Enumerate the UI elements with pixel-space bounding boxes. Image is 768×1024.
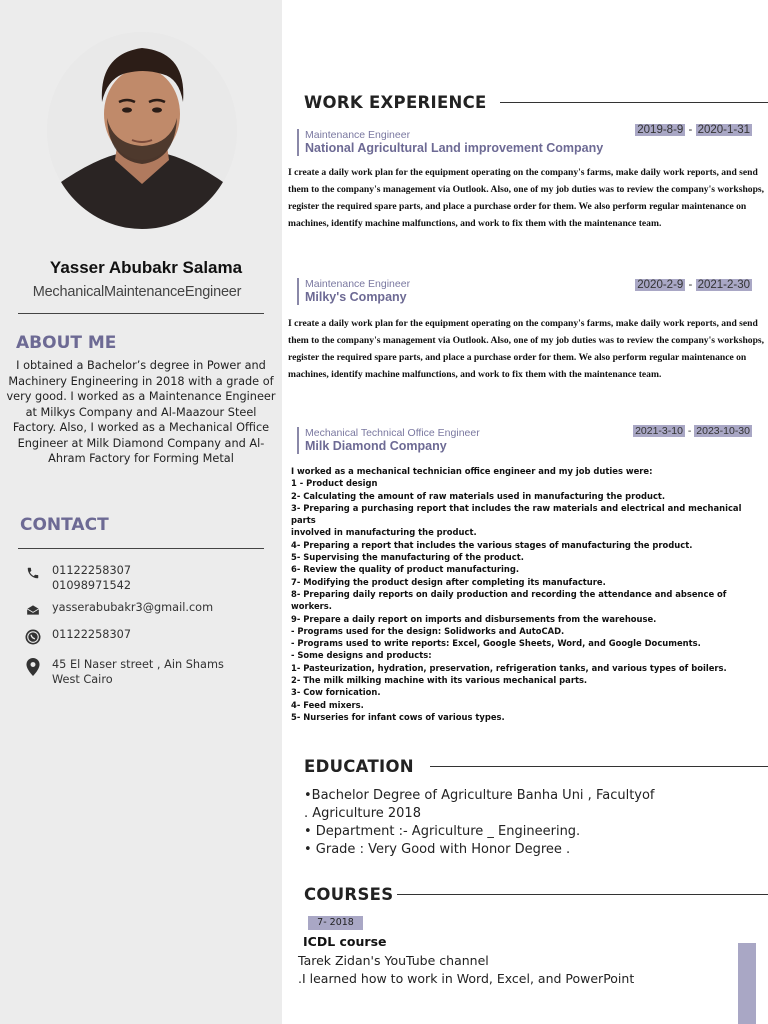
end-date: 2021-2-30 [697,279,750,291]
duty-line: 9- Prepare a daily report on imports and disbursements from the warehouse. [291,613,657,624]
course-date-badge: 7- 2018 [308,916,363,930]
whatsapp-number[interactable]: 01122258307 [52,628,132,641]
education-line: •Bachelor Degree of Agriculture Banha Uni , Facultyof [304,788,655,803]
course-provider: Tarek Zidan's YouTube channel [298,953,489,968]
contact-email [24,601,213,619]
start-date: 2021-3-10 [635,425,683,437]
divider [18,313,264,314]
email-address[interactable]: yasserabubakr3@gmail.com [52,601,214,614]
end-date: 2020-1-31 [697,124,750,136]
start-date: 2020-2-9 [637,279,684,291]
person-name: Yasser Abubakr Salama [49,258,243,277]
education-line: • Department :- Agriculture _ Engineering. [304,824,581,839]
job-company: Milky's Company [305,290,407,304]
decorative-bar [738,943,756,1024]
location-pin-icon [24,658,42,676]
duty-line: - Programs used for the design: Solidworks and AutoCAD. [291,625,565,636]
date-separator: - [688,124,693,136]
about-title: ABOUT ME [16,333,117,353]
job-role: Maintenance Engineer [305,278,411,290]
education-line: . Agriculture 2018 [304,806,421,821]
job-company: Milk Diamond Company [305,439,447,453]
profile-photo [47,32,237,229]
divider [430,766,768,767]
divider [18,548,264,549]
job-company: National Agricultural Land improvement Company [305,141,604,155]
person-role: MechanicalMaintenanceEngineer [32,284,242,300]
start-date: 2019-8-9 [637,124,684,136]
work-title: WORK EXPERIENCE [304,93,487,112]
duty-line: 3- Cow fornication. [291,687,381,698]
divider [397,894,768,895]
education-line: • Grade : Very Good with Honor Degree . [304,842,571,857]
course-name: ICDL course [303,934,387,949]
duty-line: 4- Feed mixers. [291,699,364,710]
duty-line: 3- Preparing a purchasing report that includes the raw materials and electrical and mechanical parts [291,502,742,526]
duty-line: 8- Preparing daily reports on daily production and recording the attendance and absence of workers. [291,588,727,612]
job-description: I create a daily work plan for the equipment operating on the company's farms, make daily work reports, and send them to the company's management via Outlook. Also, one of my job duties was to review the company's workshops, register the required spare parts, and place a purchase order for them. We also perform regular maintenance on machines, identify machine malfunctions, and work to fix them with the maintenance team. [288,318,765,380]
about-text: I obtained a Bachelor’s degree in Power and Machinery Engineering in 2018 with a grade of very good. I worked as a Maintenance Engineer at Milkys Company and Al-Maazour Steel Factory. Also, I worked as a Mechanical Office Engineer at Milk Diamond Company and Al-Ahram Factory for Forming Metal [6,359,276,465]
job-header [297,427,480,454]
job-dates [633,425,752,437]
duty-line: 5- Nurseries for infant cows of various types. [291,711,505,722]
end-date: 2023-10-30 [696,425,750,437]
education-list [304,787,744,859]
duty-line: involved in manufacturing the product. [291,527,477,538]
duty-line: - Some designs and products: [291,650,432,661]
duty-line: 2- The milk milking machine with its various mechanical parts. [291,675,588,686]
date-separator: - [687,425,692,437]
job-role: Maintenance Engineer [305,129,411,141]
contact-title: CONTACT [20,515,109,535]
duty-line: 7- Modifying the product design after completing its manufacture. [291,576,606,587]
duty-line: 6- Review the quality of product manufacturing. [291,564,520,575]
duty-line: 2- Calculating the amount of raw materials used in manufacturing the product. [291,490,666,501]
duty-line: 4- Preparing a report that includes the various stages of manufacturing the product. [291,539,693,550]
job-header [297,278,410,305]
sidebar [0,0,282,1024]
address-line: West Cairo [52,672,113,686]
education-title: EDUCATION [304,757,414,776]
phone-number[interactable]: 01098971542 [52,578,132,592]
mail-icon [24,601,42,619]
courses-title: COURSES [304,885,394,904]
date-separator: - [688,279,693,291]
job-duties-list [291,465,767,723]
duty-line: 5- Supervising the manufacturing of the product. [291,552,524,563]
whatsapp-icon [24,628,42,646]
job-dates [635,279,752,291]
contact-address [24,658,224,687]
job-header [297,129,603,156]
job-dates [635,124,752,136]
phone-number[interactable]: 01122258307 [52,564,132,577]
address-line: 45 El Naser street , Ain Shams [52,658,224,671]
phone-icon [24,564,42,582]
job-description: I create a daily work plan for the equipment operating on the company's farms, make daily work reports, and send them to the company's management via Outlook. Also, one of my job duties was to review the company's workshops, register the required spare parts, and place a purchase order for them. We also perform regular maintenance on machines, identify machine malfunctions, and work to fix them with the maintenance team. [288,167,765,229]
course-description: .I learned how to work in Word, Excel, and PowerPoint [298,971,635,986]
duty-line: I worked as a mechanical technician office engineer and my job duties were: [291,466,653,476]
duty-line: 1 - Product design [291,478,378,489]
duty-line: - Programs used to write reports: Excel, Google Sheets, Word, and Google Documents. [291,638,701,649]
job-role: Mechanical Technical Office Engineer [305,427,480,439]
duty-line: 1- Pasteurization, hydration, preservation, refrigeration tanks, and various types of boilers. [291,662,727,673]
contact-whatsapp [24,628,131,646]
divider [500,102,768,103]
contact-phone [24,564,131,593]
